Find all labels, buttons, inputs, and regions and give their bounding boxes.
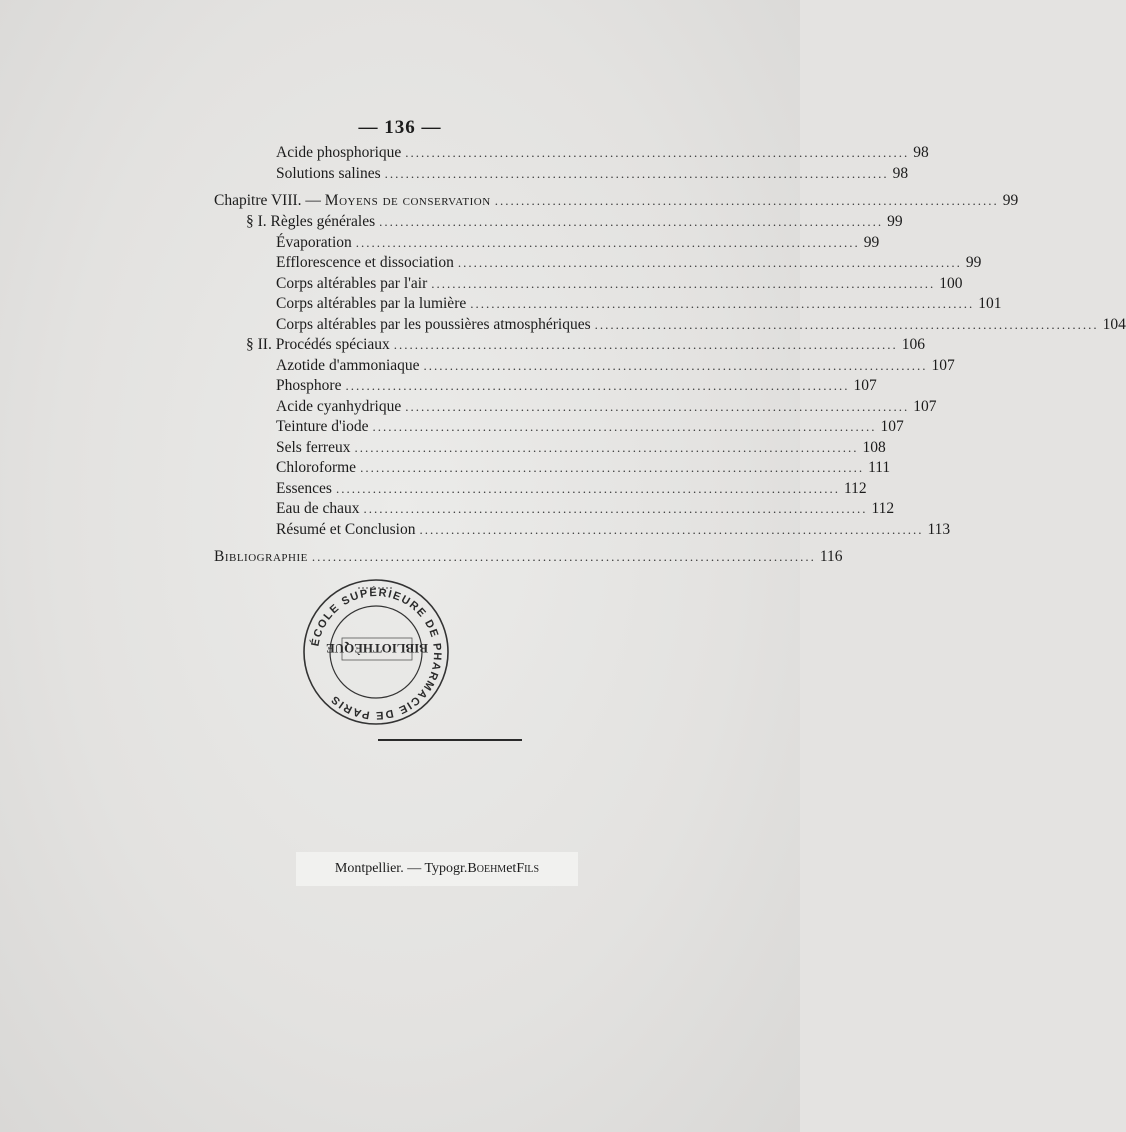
toc-entry-label: § II. Procédés spéciaux [246,336,390,353]
leader-dots: ................................................................................................ [405,145,910,160]
leader-dots: ................................................................................................ [345,378,850,393]
toc-entry-label: Acide phosphorique [276,144,402,161]
toc-entry [276,356,955,376]
toc-entry [276,233,880,253]
leader-dots: ................................................................................................ [494,193,999,208]
toc-entry-label: Corps altérables par l'air [276,275,428,292]
leader-dots: ................................................................................................ [354,440,859,455]
toc-entry-page: 99 [887,213,903,230]
stamp-inner-text: BIBLIOTHÈQUE [326,641,428,656]
imprint-text-before: Montpellier. — Typogr. [334,861,468,876]
toc-entry [276,520,951,540]
toc-entry-label: Teinture d'iode [276,418,369,435]
leader-dots: ................................................................................................ [457,255,962,270]
toc-entry-label: Efflorescence et dissociation [276,254,454,271]
toc-entry [276,376,877,396]
leader-dots: ................................................................................................ [379,214,884,229]
toc-entry-page: 99 [965,254,982,271]
toc-chapter-entry [214,191,1019,211]
page-number: — 136 — [358,117,442,138]
toc-entry-page: 101 [978,295,1002,312]
toc-entry [276,417,904,437]
toc-entry-page: 112 [871,500,895,517]
chapter-title: Moyens de conservation [324,192,491,209]
toc-entry-page: 99 [863,234,880,251]
toc-entry [276,397,937,417]
toc-entry [276,164,909,184]
toc-entry-page: 106 [901,336,926,353]
toc-entry-page: 111 [868,459,891,476]
toc-entry-page: 98 [892,165,909,182]
imprint-text-end: Fils [516,861,540,876]
toc-entry-page: 100 [939,275,963,292]
leader-dots: ................................................................................................ [384,166,889,181]
leader-dots: ................................................................................................ [594,317,1099,332]
imprint-printer-name: Boehm [467,861,507,876]
toc-chapter-entry [214,547,843,567]
toc-entry-label: Eau de chaux [276,500,360,517]
toc-entry [276,315,1126,335]
toc-entry-page: 108 [862,439,886,456]
toc-section-entry [246,212,903,232]
toc-entry-label: Sels ferreux [276,439,351,456]
toc-entry [276,438,886,458]
toc-entry-page: 116 [819,548,843,565]
leader-dots: ................................................................................................ [335,481,840,496]
toc-entry-page: 99 [1002,192,1019,209]
leader-dots: ................................................................................................ [363,501,868,516]
toc-entry [276,499,895,519]
toc-entry-label: Corps altérables par la lumière [276,295,467,312]
bibliography-title: Bibliographie [214,548,308,565]
leader-dots: ................................................................................................ [423,358,928,373]
imprint-text-middle: et [506,861,517,876]
toc-entry-page: 107 [880,418,904,435]
toc-entry-page: 98 [913,144,929,161]
leader-dots: ................................................................................................ [419,522,924,537]
toc-entry-page: 112 [843,480,867,497]
toc-entry [276,479,867,499]
toc-entry [276,274,963,294]
toc-entry-label: Solutions salines [276,165,381,182]
closing-rule [378,739,522,741]
toc-entry-page: 107 [853,377,877,394]
toc-entry-label: Phosphore [276,377,342,394]
printer-imprint [296,852,578,886]
chapter-number: Chapitre VIII. — [214,192,325,209]
leader-dots: ................................................................................................ [372,419,877,434]
library-stamp [296,576,456,728]
toc-entry-page: 113 [927,521,951,538]
toc-entry-label [214,547,308,567]
leader-dots: ................................................................................................ [405,399,910,414]
leader-dots: ................................................................................................ [431,276,936,291]
stamp-outer-text: ÉCOLE SUPÉRIEURE DE PHARMACIE DE PARIS [309,586,444,722]
toc-entry-label: Essences [276,480,332,497]
toc-entry-page: 107 [913,398,937,415]
leader-dots: ................................................................................................ [360,460,865,475]
toc-section-entry [246,335,926,355]
leader-dots: ................................................................................................ [355,235,860,250]
toc-entry-label: Acide cyanhydrique [276,398,402,415]
toc-entry-label: § I. Règles générales [246,213,376,230]
toc-entry-label [214,191,491,211]
leader-dots: ................................................................................................ [311,549,816,564]
toc-entry-label: Azotide d'ammoniaque [276,357,420,374]
toc-entry-label: Évaporation [276,234,352,251]
toc-entry [276,253,982,273]
toc-entry-label: Corps altérables par les poussières atmosphériques [276,316,591,333]
toc-entry-page: 104 [1102,316,1126,333]
toc-entry-page: 107 [931,357,955,374]
leader-dots: ................................................................................................ [470,296,975,311]
toc-entry-label: Chloroforme [276,459,357,476]
toc-entry [276,458,891,478]
toc-entry [276,143,929,163]
leader-dots: ................................................................................................ [393,337,898,352]
toc-entry-label: Résumé et Conclusion [276,521,416,538]
toc-entry [276,294,1002,314]
